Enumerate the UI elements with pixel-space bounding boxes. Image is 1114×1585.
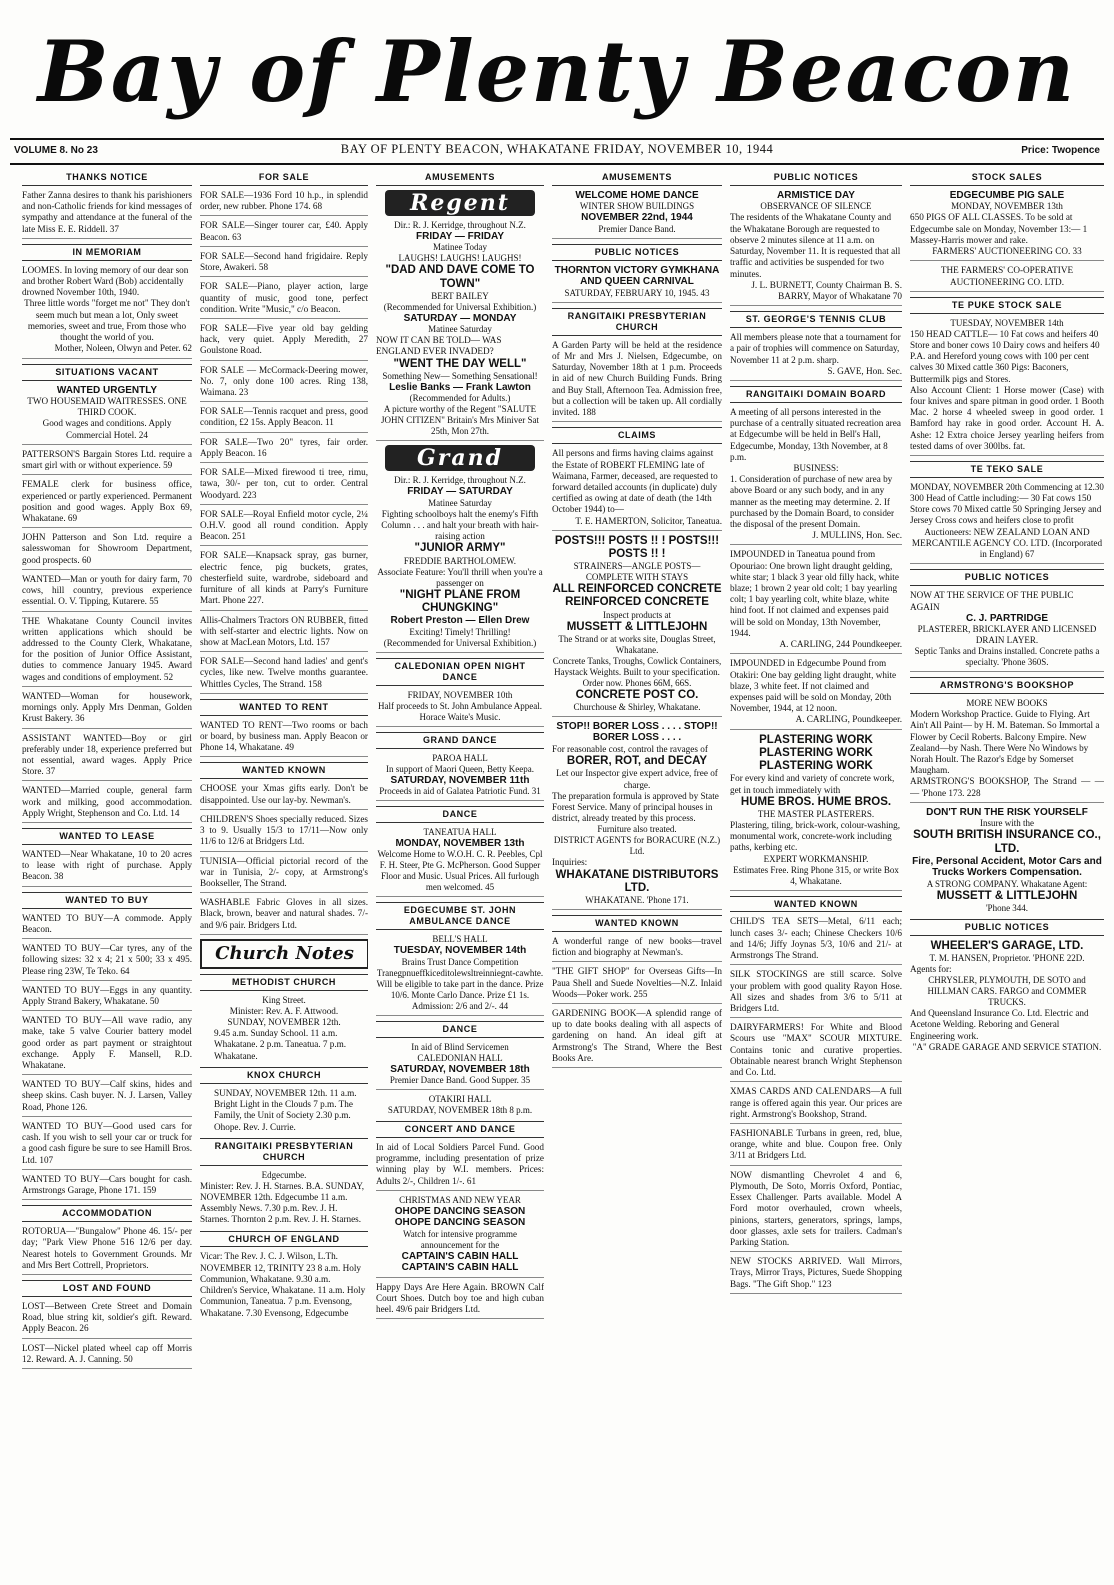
sale-details: 300 Head of Cattle including:— 30 Fat cows 150 Store cows 70 Mixed cattle 50 Springing Jersey and Jersey Cross cows and heifers close to profit xyxy=(910,493,1102,526)
notice: A Garden Party will be held at the residence of Mr and Mrs J. Nielsen, Edgecumbe, on Saturday, November 18th at 1 p.m. Proceeds in aid of new Church Building Funds. Bring and Buy Stall, Afternoon Tea. Admission free, but a collection will be taken up. All cordially invited. 188 xyxy=(552,340,722,423)
column-2 xyxy=(200,170,368,1575)
section-heading: RANGITAIKI DOMAIN BOARD xyxy=(730,386,902,403)
notice-heading: ARMISTICE DAY xyxy=(777,189,855,201)
event-date: SATURDAY, FEBRUARY 10, 1945. 43 xyxy=(552,288,722,303)
event-venue: CAPTAIN'S CABIN HALL CAPTAIN'S CABIN HALL xyxy=(376,1251,544,1278)
ad-text: A STRONG COMPANY. Whakatane Agent: xyxy=(926,878,1088,889)
sale-date: MONDAY, NOVEMBER 20th Commencing at 12.30 xyxy=(910,482,1104,493)
classified-ad: DAIRYFARMERS! For White and Blood Scours use "MAX" SCOUR MIXTURE. Contains tonic and curative properties. Obtainable nearest branch Wright Stephenson and Co. Ltd. xyxy=(730,1022,902,1082)
section-heading: STOCK SALES xyxy=(910,170,1104,186)
column-4 xyxy=(552,170,722,1575)
classified-ad: FASHIONABLE Turbans in green, red, blue, orange, white and blue. Coupon free. Only 3/11 at Bridgers Ltd. xyxy=(730,1128,902,1166)
auctioneer: Auctioneers: NEW ZEALAND LOAN AND MERCANTILE AGENCY CO. LTD. (Incorporated in England) 67 xyxy=(910,527,1104,565)
classified-ad: XMAS CARDS AND CALENDARS—A full range is offered again this year. Our prices are right. Armstrong's Bookshop, Strand. xyxy=(730,1086,902,1124)
section-heading: EDGECUMBE ST. JOHN AMBULANCE DANCE xyxy=(376,902,544,930)
ad-text: TWO HOUSEMAID WAITRESSES. ONE THIRD COOK. xyxy=(27,396,187,418)
ad-text: The Strand or at works site, Douglas Street, Whakatane. xyxy=(558,633,716,655)
classified-ad: FOR SALE—Mixed firewood ti tree, rimu, tawa, 30/- per ton, cut to order. Central Woodyard. 223 xyxy=(200,467,368,505)
section-heading: WANTED TO RENT xyxy=(200,699,368,716)
classified-ad: FOR SALE—Knapsack spray, gas burner, electric fence, pig buckets, grates, chesterfield suite, wardrobe, sideboard and furniture of all kinds at Parry's Furniture Mart. Phone 227. xyxy=(200,550,368,610)
event-date: MONDAY, NOVEMBER 13th xyxy=(395,837,525,849)
show-days: FRIDAY — FRIDAY xyxy=(416,230,504,242)
classified-ad: FOR SALE—Piano, player action, large quantity of music, good tone, perfect condition. Write "Music," c/o Beacon. xyxy=(200,281,368,319)
ad-text: Inspect products at xyxy=(603,609,671,620)
section-heading: SITUATIONS VACANT xyxy=(22,364,192,381)
section-heading: ARMSTRONG'S BOOKSHOP xyxy=(910,677,1104,694)
classified-ad: LOST—Between Crete Street and Domain Road, blue string kit, soldier's gift. Reward. Apply Beacon. 26 xyxy=(22,1301,192,1339)
classified-ad: Allis-Chalmers Tractors ON RUBBER, fitted with self-starter and electric lights. Now on show at MacLean Motors, Ltd. 157 xyxy=(200,615,368,653)
signature: A. CARLING, Poundkeeper. xyxy=(730,714,902,729)
matinee: Matinee Today xyxy=(433,242,487,253)
sale-details: 650 PIGS OF ALL CLASSES. To be sold at Edgecumbe sale on Monday, November 13:— 1 Massey-Harris mower and rake. xyxy=(910,212,1088,245)
classified-ad: JOHN Patterson and Son Ltd. require a salesswoman for Showroom Department, good prospects. 60 xyxy=(22,532,192,570)
classified-ad: WASHABLE Fabric Gloves in all sizes. Black, brown, beaver and natural shades. 7/- and 9/6 pair. Bridgers Ltd. xyxy=(200,897,368,935)
column-3 xyxy=(376,170,544,1575)
ad-text: Estimates Free. Ring Phone 315, or write Box 4, Whakatane. xyxy=(730,865,902,891)
section-heading: DANCE xyxy=(376,1021,544,1038)
divider xyxy=(10,138,1104,140)
ad-text: T. M. HANSEN, Proprietor. 'PHONE 22D. xyxy=(929,953,1085,964)
sale-date: TUESDAY, NOVEMBER 14th xyxy=(950,317,1064,328)
tagline: Something New— Something Sensational! xyxy=(382,370,538,381)
event-date: SATURDAY, NOVEMBER 18th xyxy=(390,1063,530,1075)
ad-heading: DON'T RUN THE RISK YOURSELF xyxy=(926,806,1088,818)
classified-ad: FOR SALE—Five year old bay gelding hack, very quiet. Apply Meredith, 27 Goulstone Road. xyxy=(200,323,368,361)
ad-text: "A" GRADE GARAGE AND SERVICE STATION. xyxy=(912,1041,1102,1052)
ad-text: For every kind and variety of concrete work, get in touch immediately with xyxy=(730,773,895,795)
classified-ad: NEW STOCKS ARRIVED. Wall Mirrors, Trays, Mirror Trays, Pictures, Suede Shopping Bags. "The Gift Shop." 123 xyxy=(730,1256,902,1294)
event-date: NOVEMBER 22nd, 1944 xyxy=(581,212,693,224)
matinee: Matinee Saturday xyxy=(428,324,492,335)
divider xyxy=(10,163,1104,165)
classified-ad: WANTED TO BUY—Eggs in any quantity. Apply Strand Bakery, Whakatane. 50 xyxy=(22,985,192,1011)
column-1 xyxy=(22,170,192,1575)
event-heading: THORNTON VICTORY GYMKHANA AND QUEEN CARNIVAL xyxy=(554,264,720,288)
sale-details: Also Account Client: 1 Horse mower (Case) with four knives and spare pitman in good order. 1 Booth Mac. 2 horse 4 wheeled sweep in good order. 1 Bamford hay rake in good order. Account H. A. Ashe: 12 Extra choice Jersey yearling heifers from tested dams of over 300lbs. fat. xyxy=(910,385,1104,456)
ad-text: EXPERT WORKMANSHIP. xyxy=(763,853,869,864)
company-name: MUSSETT & LITTLEJOHN xyxy=(936,889,1078,902)
church-location: King Street. xyxy=(262,994,306,1005)
notice: LOOMES. In loving memory of our dear son and brother Robert Ward (Bob) accidentally drowned November 10th, 1940. xyxy=(22,264,189,298)
ad-text: Inquiries: xyxy=(552,857,588,868)
auctioneer: THE FARMERS' CO-OPERATIVE AUCTIONEERING CO. LTD. xyxy=(910,265,1104,291)
section-heading: CLAIMS xyxy=(552,427,722,444)
classified-ad: WANTED TO BUY—Cars bought for cash. Armstrongs Garage, Phone 171. 159 xyxy=(22,1174,192,1200)
ad-text: And Queensland Insurance Co. Ltd. Electric and Acetone Welding. Reboring and General Engineering work. xyxy=(910,1008,1089,1041)
classified-ad: WANTED—Woman for housework, mornings only. Apply Mrs Denman, Golden Krust Bakery. 36 xyxy=(22,691,192,729)
section-heading: AMUSEMENTS xyxy=(376,170,544,186)
event-venue: CALEDONIAN HALL xyxy=(417,1052,503,1063)
event-venue: WINTER SHOW BUILDINGS xyxy=(579,201,695,212)
section-heading: DANCE xyxy=(376,806,544,823)
masthead xyxy=(10,8,1104,136)
tagline: Fighting schoolboys halt the enemy's Fifth Column . . . and halt your breath with hair-raising action xyxy=(381,508,539,542)
tagline: NOW IT CAN BE TOLD— WAS ENGLAND EVER INVADED? xyxy=(376,335,502,357)
section-heading: PUBLIC NOTICES xyxy=(910,569,1104,586)
classified-ad: "THE GIFT SHOP" for Overseas Gifts—In Paua Shell and Suede Novelties—N.Z. Inlaid Woods—Poker work. 255 xyxy=(552,966,722,1004)
tagline: Associate Feature: You'll thrill when you're a passenger on xyxy=(377,566,543,588)
classified-ad: GARDENING BOOK—A splendid range of up to date books dealing with all aspects of gardening on hand. An ideal gift at Armstrong's The Strand, Where the Best Books Are. xyxy=(552,1008,722,1068)
event-details: In aid of Local Soldiers Parcel Fund. Good programme, including presentation of prize winning play by W.I. members. Prices: Adults 2/-, Children 1/-. 61 xyxy=(376,1142,544,1191)
ad-text: WHAKATANE. 'Phone 171. xyxy=(552,895,722,910)
section-heading: TE TEKO SALE xyxy=(910,461,1104,478)
sale-date: MONDAY, NOVEMBER 13th xyxy=(951,201,1063,212)
event-date: SATURDAY, NOVEMBER 11th xyxy=(390,774,530,786)
ad-text: 'Phone 344. xyxy=(985,902,1029,913)
ad-text: Churchouse & Shirley, Whakatane. xyxy=(552,702,722,717)
event-details: In aid of Blind Servicemen xyxy=(411,1041,509,1052)
company-name: WHEELER'S GARAGE, LTD. xyxy=(930,939,1084,952)
classified-ad: WANTED TO BUY—A commode. Apply Beacon. xyxy=(22,913,192,939)
matinee: Matinee Saturday xyxy=(428,497,492,508)
ad-text: DISTRICT AGENTS for BORACURE (N.Z.) Ltd. xyxy=(553,835,721,857)
classified-ad: WANTED TO BUY—Good used cars for cash. If you wish to sell your car or truck for a good cash figure be sure to see Hamill Bros. Ltd. 107 xyxy=(22,1121,192,1170)
classified-ad: FOR SALE—Royal Enfield motor cycle, 2¼ O.H.V. good all round condition. Apply Beacon. 251 xyxy=(200,509,368,547)
event-details: Proceeds in aid of Galatea Patriotic Fund. 31 xyxy=(376,786,544,801)
tagline: Exciting! Timely! Thrilling! xyxy=(409,626,511,637)
signature: J. L. BURNETT, County Chairman B. S. BARRY, Mayor of Whakatane 70 xyxy=(730,280,902,306)
signature: T. E. HAMERTON, Solicitor, Taneatua. xyxy=(552,516,722,531)
volume-number: VOLUME 8. No 23 xyxy=(14,145,98,156)
section-heading: WANTED TO LEASE xyxy=(22,828,192,845)
classified-ad: WANTED—Man or youth for dairy farm, 70 cows, hill country, previous experience essential. O. V. Tipping, Kutarere. 55 xyxy=(22,574,192,612)
film-title: "WENT THE DAY WELL" xyxy=(393,357,527,370)
notice: The residents of the Whakatane County and the Whakatane Borough are requested to observe 2 minutes silence at 11 a.m. on Saturday, November 11. It is requested that all traffic and activities be suspended for two minutes. xyxy=(730,212,901,279)
notice-subheading: BUSINESS: xyxy=(793,463,839,474)
section-heading: WANTED TO BUY xyxy=(22,892,192,909)
event-date: SATURDAY, NOVEMBER 18th 8 p.m. xyxy=(387,1104,533,1115)
ad-heading: WANTED URGENTLY xyxy=(56,384,158,396)
ad-text: Plastering, tiling, brick-work, colour-washing, monumental work, concrete-work including paths, kerbing etc. xyxy=(730,819,901,853)
classified-ad: CHILDREN'S Shoes specially reduced. Sizes 3 to 9. Usually 15/3 to 17/11—Now only 11/6 to 12/6 at Bridgers Ltd. xyxy=(200,814,368,852)
newspaper-title: Bay of Plenty Beacon xyxy=(37,22,1077,121)
film-star: BERT BAILEY xyxy=(431,290,489,301)
classified-ad: WANTED TO BUY—All wave radio, any make, take 5 valve Courier battery model good order as part payment or straightout exchange. Apply F. Mansell, R.D. Whakatane. xyxy=(22,1015,192,1075)
director-line: Dir.: R. J. Kerridge, throughout N.Z. xyxy=(394,475,526,486)
section-heading: RANGITAIKI PRESBYTERIAN CHURCH xyxy=(200,1138,368,1166)
classified-ad: FOR SALE—Second hand ladies' and gent's cycles, like new. Twelve months guarantee. Whittles Cycles, The Strand. 158 xyxy=(200,656,368,694)
notice-subheading: OBSERVANCE OF SILENCE xyxy=(760,201,872,212)
sale-heading: EDGECUMBE PIG SALE xyxy=(949,189,1065,201)
section-heading: CHURCH OF ENGLAND xyxy=(200,1231,368,1248)
event-heading: WELCOME HOME DANCE xyxy=(575,189,699,201)
event-heading: OHOPE DANCING SEASON OHOPE DANCING SEASON xyxy=(394,1205,526,1229)
ad-text: STRAINERS—ANGLE POSTS— COMPLETE WITH STAYS xyxy=(573,561,701,583)
event-heading: CHRISTMAS AND NEW YEAR xyxy=(399,1194,521,1205)
ad-text: Furniture also treated. xyxy=(597,824,677,835)
section-heading: METHODIST CHURCH xyxy=(200,974,368,991)
classified-ad: THE Whakatane County Council invites written applications which should be addressed to the County Clerk, Whakatane, for the position of Junior Office Assistant, duties to commence January 1945. Award wages and conditions of employment. 52 xyxy=(22,616,192,687)
company-name: HUME BROS. HUME BROS. xyxy=(740,795,892,808)
notice: IMPOUNDED in Taneatua pound from Opouriao: One brown light draught gelding, white star; 1 black 3 year old filly hack, white blaze; 1 brown 2 year old colt; 1 bay yearling colt; 1 bay yearling colt, white blaze, white hind foot. If not claimed and expenses paid will be sold on Monday, 13th November, 1944. xyxy=(730,549,899,638)
ad-text: Good wages and conditions. Apply Commercial Hotel. 24 xyxy=(22,418,192,444)
classified-ad: ROTORUA—"Bungalow" Phone 46. 15/- per day; "Park View Phone 516 12/6 per day. Nearest hotels to Government Grounds. Mr and Mrs Bert Cottrell, Proprietors. xyxy=(22,1226,192,1275)
notice: 1. Consideration of purchase of new area by above Board or any such body, and in any manner as the meeting may determine. 2. If purchased by the Domain Board, to consider the disposal of the present Domain. xyxy=(730,474,895,529)
dateline: BAY OF PLENTY BEACON, WHAKATANE FRIDAY, NOVEMBER 10, 1944 xyxy=(340,142,774,156)
film-rating: (Recommended for Universal Exhibition.) xyxy=(376,638,544,653)
classified-ad: FOR SALE—Second hand frigidaire. Reply Store, Awakeri. 58 xyxy=(200,251,368,277)
classified-ad: ASSISTANT WANTED—Boy or girl preferably under 18, experience preferred but not essential, award wages. Apply Price Store. 37 xyxy=(22,733,192,782)
ad-text: Concrete Tanks, Troughs, Cowlick Containers, Haystack Weights. Built to your specification. Order now. Phones 66M, 66S. xyxy=(552,655,722,688)
company-name: CONCRETE POST CO. xyxy=(575,688,699,701)
church-notes-logo: Church Notes xyxy=(200,939,368,969)
classified-ad: FOR SALE—1936 Ford 10 h.p., in splendid order, new rubber. Phone 174. 68 xyxy=(200,190,368,216)
event-details: Premier Dance Band. xyxy=(552,224,722,239)
section-heading: GRAND DANCE xyxy=(376,732,544,749)
film-rating: (Recommended for Adults.) xyxy=(409,393,511,404)
issue-line xyxy=(14,142,1100,160)
company-name: SOUTH BRITISH INSURANCE CO., LTD. xyxy=(913,829,1101,855)
event-details: Brains Trust Dance Competition Tranegpnueffkiceditolewsltreinniegnt-cawhte. Will be eligible to take part in the dance. Prize 10/6. Monte Carlo Dance. Prize £1 1s. Admission: 2/6 and 2/-. 44 xyxy=(376,957,544,1016)
classified-ad: SILK STOCKINGS are still scarce. Solve your problem with good quality Rayon Hose. All sizes and shades from 3/6 to 5/11 at Bridgers Ltd. xyxy=(730,969,902,1018)
classified-ad: TUNISIA—Official pictorial record of the war in Tunisia, 2/- copy, at Armstrong's Bookseller, The Strand. xyxy=(200,856,368,894)
classified-ad: WANTED TO BUY—Car tyres, any of the following sizes: 32 x 4; 21 x 500; 33 x 495. Please ring 23W, Te Teko. 64 xyxy=(22,943,192,981)
ad-text: Insure with the xyxy=(980,818,1034,829)
section-heading: CALEDONIAN OPEN NIGHT DANCE xyxy=(376,658,544,686)
event-details: Premier Dance Band. Good Supper. 35 xyxy=(376,1075,544,1090)
ad-heading: POSTS!!! POSTS !! ! POSTS!!! POSTS !! ! xyxy=(554,534,720,561)
section-heading: KNOX CHURCH xyxy=(200,1067,368,1084)
classified-ad: NOW dismantling Chevrolet 4 and 6, Plymouth, De Soto, Morris Oxford, Pontiac, Essex Challenger. Parts available. Model A Ford motor overhauled, crown wheels, pinions, starters, generators, springs, lamps, door glasses, axle sets for trailers. Cadman's Parking Station. xyxy=(730,1170,902,1253)
event-details: Half proceeds to St. John Ambulance Appeal. Horace Waite's Music. xyxy=(376,701,544,727)
ad-text: Let our Inspector give expert advice, free of charge. xyxy=(556,768,718,790)
classified-ad: FOR SALE—Tennis racquet and press, good condition, £2 15s. Apply Beacon. 11 xyxy=(200,406,368,432)
classified-ad: WANTED TO BUY—Calf skins, hides and sheep skins. Cash buyer. N. J. Larsen, Valley Road, Phone 126. xyxy=(22,1079,192,1117)
notice: IMPOUNDED in Edgecumbe Pound from Otakiri: One bay gelding light draught, white blaze, 3 white feet. If not claimed and expenses paid will be sold on Monday, 20th November, 1944, at 12 noon. xyxy=(730,658,897,714)
event-venue: PAROA HALL xyxy=(432,752,488,763)
coming-attraction: A picture worthy of the Regent "SALUTE JOHN CITIZEN" Britain's Mrs Miniver Sat 25th, Mon 27th. xyxy=(376,404,544,441)
ad-heading: ALL REINFORCED CONCRETE REINFORCED CONCRETE xyxy=(552,583,722,609)
regent-theatre-logo: Regent xyxy=(385,190,535,216)
section-heading: IN MEMORIAM xyxy=(22,244,192,261)
section-heading: CONCERT AND DANCE xyxy=(376,1121,544,1138)
director-line: Dir.: R. J. Kerridge, throughout N.Z. xyxy=(394,219,526,230)
ad-text: ARMSTRONG'S BOOKSHOP, The Strand — — — 'Phone 173. 228 xyxy=(910,776,1104,802)
section-heading: PUBLIC NOTICES xyxy=(730,170,902,186)
event-details: Watch for intensive programme announcement for the xyxy=(403,1228,517,1250)
section-heading: ACCOMMODATION xyxy=(22,1205,192,1222)
section-heading: WANTED KNOWN xyxy=(200,762,368,779)
columns xyxy=(22,170,1104,1575)
section-heading: PUBLIC NOTICES xyxy=(910,919,1104,936)
section-heading: LOST AND FOUND xyxy=(22,1280,192,1297)
book-list: Modern Workshop Practice. Guide to Flying. Art Ain't All Paint— by H. M. Bateman. So Immortal a Flower by Cecil Roberts. Balcony Empire. New Zealand—by Nash. There Were No Windows by Norah Hoult. The Razor's Edge by Somerset Maugham. xyxy=(910,709,1100,776)
ad-text: Septic Tanks and Drains installed. Concrete paths a specialty. 'Phone 360S. xyxy=(910,646,1104,672)
classified-ad: FEMALE clerk for business office, experienced or partly experienced. Permanent position and good wages. Apply Box 69, Whakatane. 69 xyxy=(22,479,192,528)
event-date: FRIDAY, NOVEMBER 10th xyxy=(407,689,513,700)
signature: A. CARLING, 244 Poundkeeper. xyxy=(730,639,902,654)
signature: S. GAVE, Hon. Sec. xyxy=(730,366,902,381)
verse: Three little words "forget me not" They don't seem much but mean a lot, Only sweet memories, sweet and true, From those who thought the world of you. xyxy=(24,298,190,343)
grand-theatre-logo: Grand xyxy=(385,445,535,471)
column-6 xyxy=(910,170,1104,1575)
classified-ad: CHOOSE your Xmas gifts early. Don't be disappointed. Use our lay-by. Newman's. xyxy=(200,783,368,809)
signature: Mother, Noleen, Olwyn and Peter. 62 xyxy=(22,343,192,358)
film-rating: (Recommended for Universal Exhibition.) xyxy=(383,301,537,312)
signature: J. MULLINS, Hon. Sec. xyxy=(730,530,902,545)
film-title: "NIGHT PLANE FROM CHUNGKING" xyxy=(399,588,521,615)
ad-text: NOW AT THE SERVICE OF THE PUBLIC AGAIN xyxy=(910,590,1074,612)
tagline: LAUGHS! LAUGHS! LAUGHS! xyxy=(398,253,522,264)
show-days: FRIDAY — SATURDAY xyxy=(407,486,513,498)
film-star: FREDDIE BARTHOLOMEW. xyxy=(403,555,517,566)
church-times: SUNDAY, NOVEMBER 12th. 11 a.m. Bright Light in the Clouds 7 p.m. The Family, the Unit of Society 2.30 p.m. Ohope. Rev. J. Currie. xyxy=(214,1087,357,1132)
film-stars: Robert Preston — Ellen Drew xyxy=(390,615,530,627)
price: Price: Twopence xyxy=(1021,145,1100,156)
auctioneer: FARMERS' AUCTIONEERING CO. 33 xyxy=(910,246,1104,261)
event-details: Welcome Home to W.O.H. C. R. Peebles, Cpl F. H. Steer, Pte G. McPherson. Good Supper Floor and Music. Usual Prices. All furlough men welcomed. 45 xyxy=(376,849,544,897)
company-name: WHAKATANE DISTRIBUTORS LTD. xyxy=(555,868,719,894)
section-heading: RANGITAIKI PRESBYTERIAN CHURCH xyxy=(552,308,722,336)
notice: A meeting of all persons interested in the purchase of a centrally situated recreation area at Edgecumbe will be held in Bell's Hall, Edgecumbe, Monday, 13th November, at 8 p.m. xyxy=(730,407,901,462)
ad-heading: STOP!! BORER LOSS . . . . STOP!! BORER LOSS . . . . xyxy=(556,720,718,744)
ad-text: For reasonable cost, control the ravages of xyxy=(552,743,708,754)
show-days: SATURDAY — MONDAY xyxy=(403,312,517,324)
classified-ad: FOR SALE—Two 20" tyres, fair order. Apply Beacon. 16 xyxy=(200,437,368,463)
church-minister: Minister: Rev. A. F. Attwood. xyxy=(229,1005,339,1016)
section-heading: PUBLIC NOTICES xyxy=(552,244,722,261)
classified-ad: A wonderful range of new books—travel fiction and biography at Newman's. xyxy=(552,936,722,962)
ad-text: CHRYSLER, PLYMOUTH, DE SOTO and HILLMAN CARS. FARGO and COMMER TRUCKS. xyxy=(927,975,1087,1008)
classified-ad: PATTERSON'S Bargain Stores Ltd. require a smart girl with or without experience. 59 xyxy=(22,449,192,475)
ad-text: Fire, Personal Accident, Motor Cars and Trucks Workers Compensation. xyxy=(912,855,1102,879)
ad-text: MORE NEW BOOKS xyxy=(966,698,1048,709)
ad-heading: PLASTERING WORK PLASTERING WORK PLASTERING WORK xyxy=(759,733,873,773)
classified-ad: WANTED TO RENT—Two rooms or bach or board, by business man. Apply Beacon or Phone 14, Whakatane. 49 xyxy=(200,720,368,758)
film-title: "DAD AND DAVE COME TO TOWN" xyxy=(385,264,535,290)
ad-text: PLASTERER, BRICKLAYER AND LICENSED DRAIN LAYER. xyxy=(917,624,1097,646)
ad-heading: BORER, ROT, and DECAY xyxy=(566,755,708,768)
notice: All persons and firms having claims against the Estate of ROBERT FLEMING late of Waimana, Farmer, deceased, are requested to forward detailed accounts (in duplicate) duly certified as owing at date of death (the 14th October 1944) to— xyxy=(552,448,718,515)
classified-ad: Happy Days Are Here Again. BROWN Calf Court Shoes. Dutch boy toe and high cuban heel. 49/6 pair Bridgers Ltd. xyxy=(376,1282,544,1320)
classified-ad: WANTED—Near Whakatane, 10 to 20 acres to lease with right of purchase. Apply Beacon. 38 xyxy=(22,849,192,887)
ad-text: The preparation formula is approved by State Forest Service. Many of principal houses in district, already treated by this process. xyxy=(552,790,719,824)
company-name: C. J. PARTRIDGE xyxy=(965,612,1049,624)
church-location: Edgecumbe. xyxy=(261,1169,307,1180)
event-venue: TANEATUA HALL xyxy=(423,827,497,837)
section-heading: WANTED KNOWN xyxy=(552,915,722,932)
notice: All members please note that a tournament for a pair of trophies will commence on Saturday, November 11 at 2 p.m. sharp. xyxy=(730,332,901,365)
section-heading: FOR SALE xyxy=(200,170,368,186)
section-heading: WANTED KNOWN xyxy=(730,896,902,913)
event-date: TUESDAY, NOVEMBER 14th xyxy=(393,945,527,957)
section-heading: ST. GEORGE'S TENNIS CLUB xyxy=(730,311,902,328)
event-details: In support of Maori Queen, Betty Keepa. xyxy=(386,763,534,774)
classified-ad: FOR SALE—Singer tourer car, £40. Apply Beacon. 63 xyxy=(200,220,368,246)
company-name: MUSSETT & LITTLEJOHN xyxy=(566,620,708,633)
event-venue: OTAKIRI HALL xyxy=(428,1093,492,1104)
film-title: "JUNIOR ARMY" xyxy=(414,542,506,555)
film-stars: Leslie Banks — Frank Lawton xyxy=(389,381,531,393)
ad-text: Agents for: xyxy=(910,964,952,975)
section-heading: TE PUKE STOCK SALE xyxy=(910,297,1104,314)
notice: Father Zanna desires to thank his parishioners and non-Catholic friends for kind messages of sympathy and attendance at the funeral of the late Miss E. E. Riddell. 37 xyxy=(22,190,192,239)
event-venue: BELL'S HALL xyxy=(432,934,488,945)
classified-ad: FOR SALE — McCormack-Deering mower, No. 7, only done 100 acres. Ring 138, Waimana. 23 xyxy=(200,365,368,403)
church-times: Vicar: The Rev. J. C. J. Wilson, L.Th. NOVEMBER 12, TRINITY 23 8 a.m. Holy Communion, Whakatane. 9.30 a.m. Children's Service, Whakatane. 11 a.m. Holy Communion, Taneatua. 7 p.m. Evensong, Whakatane. 7.30 Evensong, Edgecumbe xyxy=(200,1251,366,1318)
classified-ad: WANTED—Married couple, general farm work and milking, good accommodation. Apply Wright, Stephenson and Co. Ltd. 14 xyxy=(22,785,192,823)
church-times: Minister: Rev. J. H. Starnes. B.A. SUNDAY, NOVEMBER 12th. Edgecumbe 11 a.m. Assembly News. 7.30 p.m. Rev. J. H. Starnes. Thornton 2 p.m. Rev. J. H. Starnes. xyxy=(200,1180,365,1225)
classified-ad: LOST—Nickel plated wheel cap off Morris 12. Reward. A. J. Canning. 50 xyxy=(22,1343,192,1369)
sale-details: 150 HEAD CATTLE— 10 Fat cows and heifers 40 Store and boner cows 10 Dairy cows and heifers 40 P.A. and Hereford young cows with 100 per cent calves 30 Mixed cattle 360 Pigs: Baconers, Buttermilk pigs and Stores. xyxy=(910,328,1100,384)
church-times: 9.45 a.m. Sunday School. 11 a.m. Whakatane. 2 p.m. Taneatua. 7 p.m. Whakatane. xyxy=(214,1028,347,1061)
ad-text: THE MASTER PLASTERERS. xyxy=(757,808,875,819)
church-date: SUNDAY, NOVEMBER 12th. xyxy=(227,1017,341,1027)
classified-ad: CHILD'S TEA SETS—Metal, 6/11 each; lunch cases 3/- each; Chinese Checkers 10/6 and 14/6; Jiffy Joynas 5/3, 10/6 and 21/- at Armstrongs The Strand. xyxy=(730,916,902,965)
section-heading: THANKS NOTICE xyxy=(22,170,192,186)
section-heading: AMUSEMENTS xyxy=(552,170,722,186)
column-5 xyxy=(730,170,902,1575)
